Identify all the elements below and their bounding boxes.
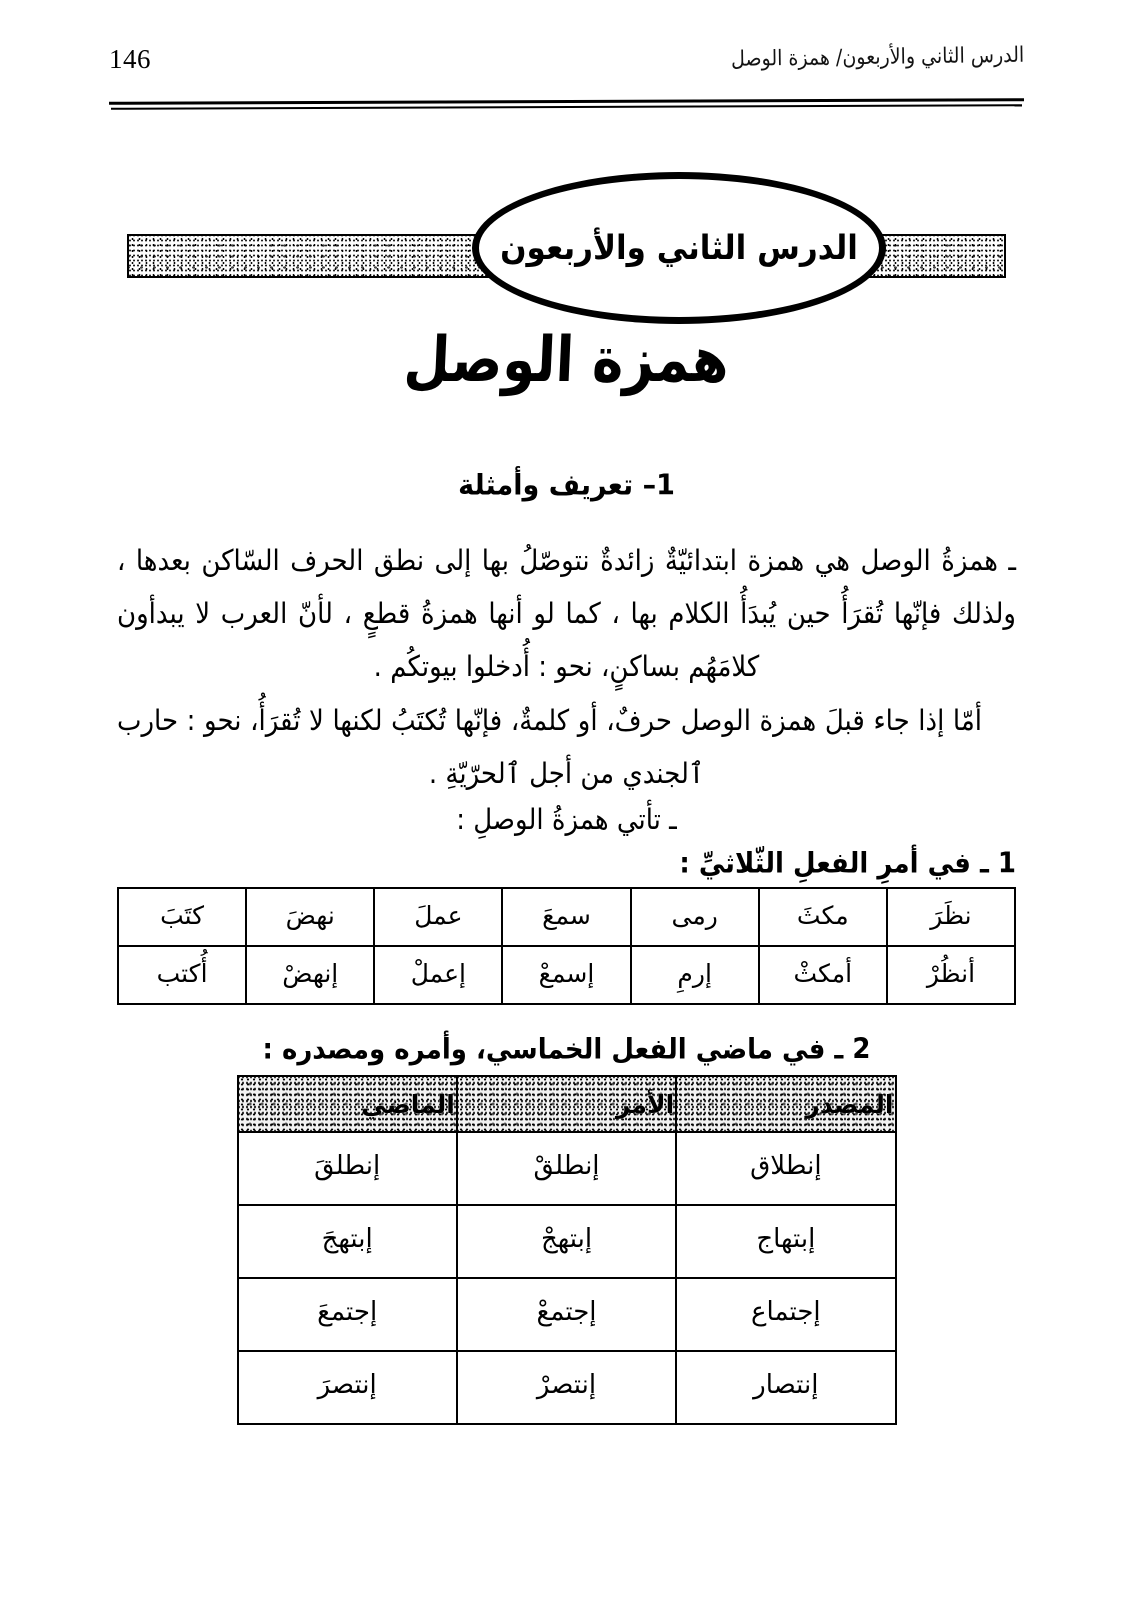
quinqueliteral-verbs-table <box>238 1075 898 1425</box>
running-header-title: الدرس الثاني والأربعون/ همزة الوصل <box>731 42 1026 72</box>
column-header-masdar: المصدر <box>677 1076 896 1132</box>
table-cell: إنهضْ <box>247 946 375 1004</box>
table-cell: إجتمعَ <box>239 1278 458 1351</box>
lesson-banner <box>128 172 1007 312</box>
table-cell: إعملْ <box>375 946 503 1004</box>
table-cell: إجتماع <box>677 1278 896 1351</box>
table-cell: عملَ <box>375 888 503 946</box>
table-header-row <box>239 1076 897 1132</box>
table-cell: أُكتب <box>119 946 247 1004</box>
table-cell: أنظُرْ <box>888 946 1016 1004</box>
header-divider-rule <box>110 100 1025 108</box>
table-cell: إنتصرْ <box>458 1351 677 1424</box>
lead-in-line: ـ تأتي همزةُ الوصلِ : <box>457 803 678 837</box>
table-row <box>239 1351 897 1424</box>
table-row <box>239 1132 897 1205</box>
rule-1-heading: 1 ـ في أمرِ الفعلِ الثّلاثيِّ : <box>680 847 1017 881</box>
table-cell: أمكثْ <box>760 946 888 1004</box>
table-cell: إبتهاج <box>677 1205 896 1278</box>
table-cell: نهضَ <box>247 888 375 946</box>
table-cell: إنتصرَ <box>239 1351 458 1424</box>
table-row <box>119 946 1016 1004</box>
header-rule-line-1 <box>110 98 1025 105</box>
header-rule-line-2 <box>112 104 1023 109</box>
table-cell: مكثَ <box>760 888 888 946</box>
table-cell: كتَبَ <box>119 888 247 946</box>
lesson-title: همزة الوصل <box>403 324 732 397</box>
section-heading-definition: 1– تعريف وأمثلة <box>459 469 676 502</box>
table-cell: إسمعْ <box>503 946 631 1004</box>
table-row <box>119 888 1016 946</box>
lesson-content <box>118 470 1017 1425</box>
rule-2-heading: 2 ـ في ماضي الفعل الخماسي، وأمره ومصدره : <box>263 1033 872 1067</box>
column-header-madi: الماضي <box>239 1076 458 1132</box>
table-cell: إجتمعْ <box>458 1278 677 1351</box>
lesson-number-label: الدرس الثاني والأربعون <box>501 228 859 268</box>
table-cell: إنتصار <box>677 1351 896 1424</box>
table-cell: سمعَ <box>503 888 631 946</box>
table-cell: إرمِ <box>632 946 760 1004</box>
running-header <box>110 38 1025 84</box>
page-number: 146 <box>110 44 152 74</box>
lesson-oval-badge <box>473 172 887 324</box>
definition-paragraph-2: أمّا إذا جاء قبلَ همزة الوصل حرفٌ، أو كلمةٌ، فإنّها تُكتَبُ لكنها لا تُقرَأُ، نحو : حارب ٱلجندي من أجل ٱلحرّيّةِ . <box>118 704 983 791</box>
table-row <box>239 1205 897 1278</box>
table-cell: إنطلقْ <box>458 1132 677 1205</box>
table-cell: رمى <box>632 888 760 946</box>
triliteral-verbs-table <box>118 887 1017 1005</box>
table-cell: إبتهجْ <box>458 1205 677 1278</box>
table-cell: إبتهجَ <box>239 1205 458 1278</box>
column-header-amr: الأمر <box>458 1076 677 1132</box>
definition-paragraph-1: ـ همزةُ الوصل هي همزة ابتدائيّةٌ زائدةٌ نتوصّلُ بها إلى نطق الحرف السّاكن بعدها ، ولذلك فإنّها تُقرَأُ حين يُبدَأُ الكلام بها ، كما لو أنها همزةُ قطعٍ ، لأنّ العرب لا يبدأون كلامَهُم بساكنٍ، نحو : أُدخلوا بيوتكُم . <box>118 544 1017 684</box>
table-cell: إنطلقَ <box>239 1132 458 1205</box>
table-row <box>239 1278 897 1351</box>
table-cell: إنطلاق <box>677 1132 896 1205</box>
table-cell: نظَرَ <box>888 888 1016 946</box>
